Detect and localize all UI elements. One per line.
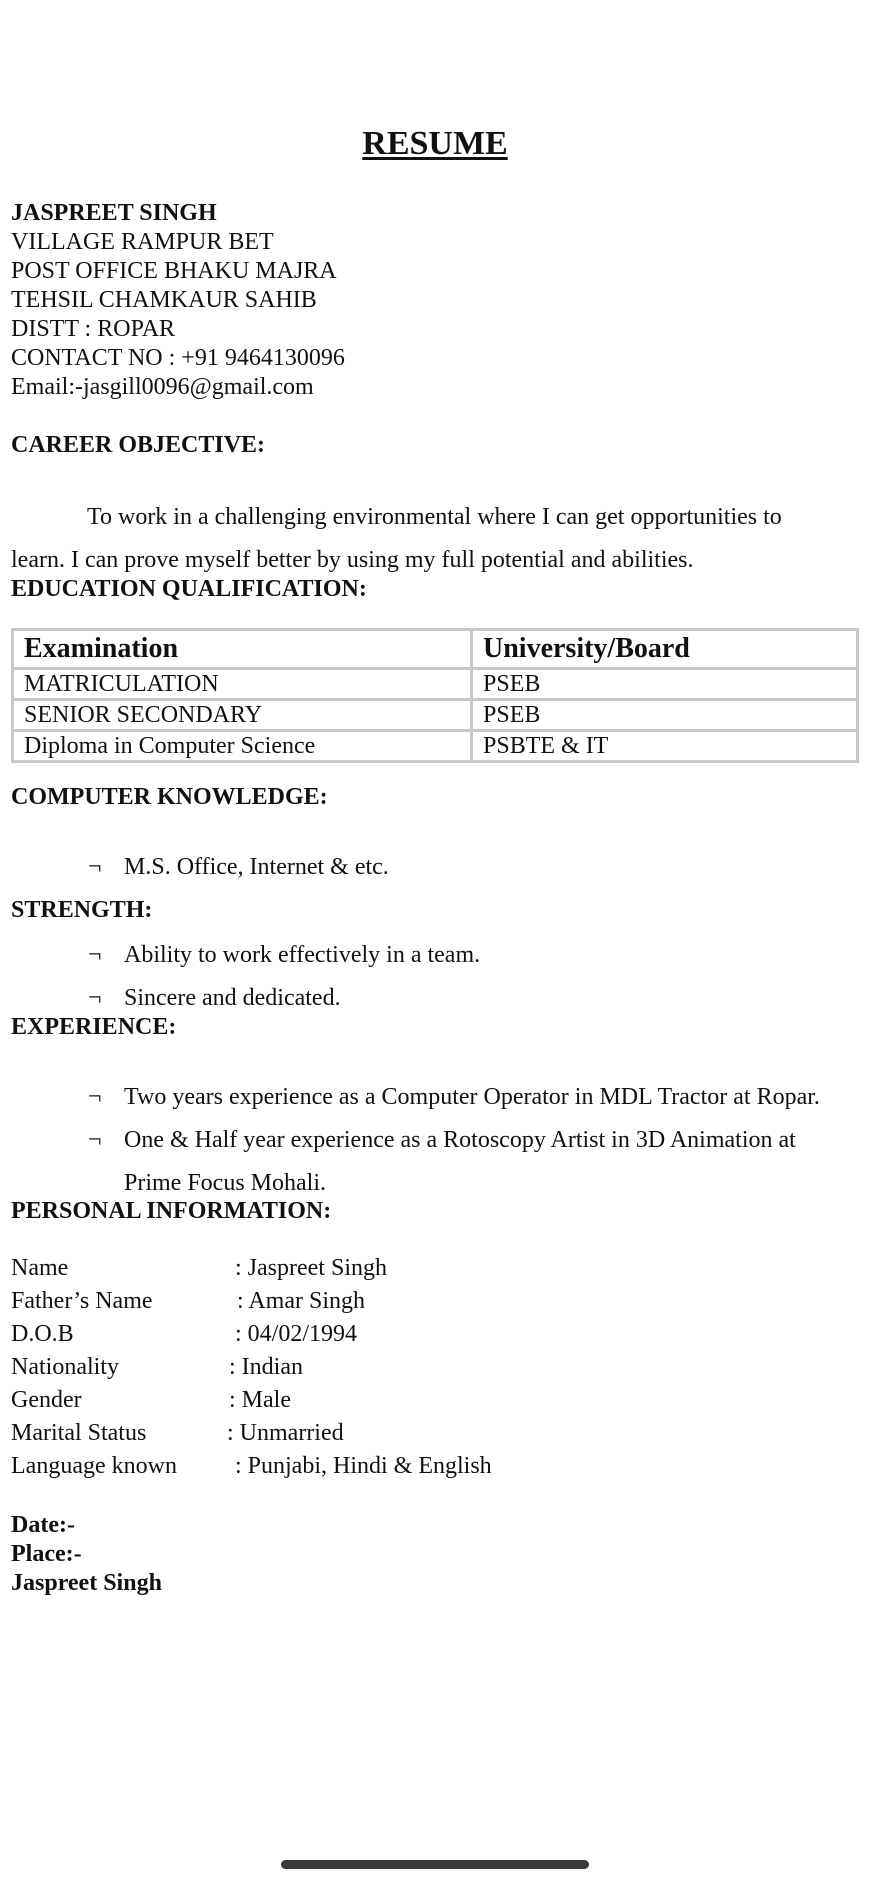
strength-heading: STRENGTH: bbox=[11, 897, 153, 923]
bullet-icon: ¬ bbox=[88, 985, 102, 1011]
personal-information-heading: PERSONAL INFORMATION: bbox=[11, 1198, 332, 1224]
column-header-university-board: University/Board bbox=[472, 630, 858, 669]
table-row bbox=[13, 700, 858, 731]
table-cell: SENIOR SECONDARY bbox=[13, 700, 472, 731]
personal-label: Gender bbox=[11, 1387, 82, 1413]
list-item bbox=[88, 1125, 796, 1155]
list-item bbox=[88, 852, 389, 882]
list-item bbox=[88, 983, 341, 1013]
column-header-examination: Examination bbox=[13, 630, 472, 669]
personal-label: Language known bbox=[11, 1453, 177, 1479]
bullet-icon: ¬ bbox=[88, 1084, 102, 1110]
personal-value: : Amar Singh bbox=[237, 1288, 366, 1314]
personal-value: : Punjabi, Hindi & English bbox=[235, 1453, 492, 1479]
personal-row-language bbox=[11, 1451, 492, 1481]
table-cell: PSBTE & IT bbox=[472, 731, 858, 762]
personal-row-name bbox=[11, 1253, 387, 1283]
date-label: Date:- bbox=[11, 1512, 75, 1538]
address-line-village: VILLAGE RAMPUR BET bbox=[11, 229, 274, 255]
career-objective-line-2: learn. I can prove myself better by using my full potential and abilities. bbox=[11, 547, 694, 573]
experience-heading: EXPERIENCE: bbox=[11, 1014, 177, 1040]
personal-value: : Male bbox=[229, 1387, 291, 1413]
education-heading: EDUCATION QUALIFICATION: bbox=[11, 576, 367, 602]
table-cell: PSEB bbox=[472, 700, 858, 731]
list-item-text: M.S. Office, Internet & etc. bbox=[124, 854, 389, 880]
personal-label: Name bbox=[11, 1255, 69, 1281]
personal-row-father-name bbox=[11, 1286, 365, 1316]
contact-number: CONTACT NO : +91 9464130096 bbox=[11, 345, 345, 371]
personal-value: : Jaspreet Singh bbox=[235, 1255, 387, 1281]
personal-row-dob bbox=[11, 1319, 357, 1349]
personal-label: Nationality bbox=[11, 1354, 119, 1380]
career-objective-heading: CAREER OBJECTIVE: bbox=[11, 432, 266, 458]
home-indicator[interactable] bbox=[281, 1860, 589, 1869]
personal-row-gender bbox=[11, 1385, 291, 1415]
address-line-post-office: POST OFFICE BHAKU MAJRA bbox=[11, 258, 337, 284]
personal-label: Marital Status bbox=[11, 1420, 147, 1446]
career-objective-line-1: To work in a challenging environmental where I can get opportunities to bbox=[87, 504, 782, 530]
personal-label: Father’s Name bbox=[11, 1288, 153, 1314]
table-row bbox=[13, 669, 858, 700]
computer-knowledge-heading: COMPUTER KNOWLEDGE: bbox=[11, 784, 328, 810]
bullet-icon: ¬ bbox=[88, 942, 102, 968]
personal-value: : Unmarried bbox=[227, 1420, 344, 1446]
candidate-name: JASPREET SINGH bbox=[11, 200, 217, 226]
bullet-icon: ¬ bbox=[88, 854, 102, 880]
bullet-icon: ¬ bbox=[88, 1127, 102, 1153]
list-item-continuation: Prime Focus Mohali. bbox=[124, 1170, 326, 1196]
table-cell: Diploma in Computer Science bbox=[13, 731, 472, 762]
place-label: Place:- bbox=[11, 1541, 82, 1567]
address-line-district: DISTT : ROPAR bbox=[11, 316, 176, 342]
table-cell: MATRICULATION bbox=[13, 669, 472, 700]
personal-row-nationality bbox=[11, 1352, 303, 1382]
list-item-text: One & Half year experience as a Rotoscopy Artist in 3D Animation at bbox=[124, 1127, 796, 1153]
page-title: RESUME bbox=[362, 125, 508, 162]
signature-name: Jaspreet Singh bbox=[11, 1570, 162, 1596]
list-item-text: Two years experience as a Computer Operator in MDL Tractor at Ropar. bbox=[124, 1084, 820, 1110]
personal-row-marital-status bbox=[11, 1418, 344, 1448]
list-item bbox=[88, 1082, 820, 1112]
education-table bbox=[11, 628, 859, 763]
personal-value: : Indian bbox=[229, 1354, 303, 1380]
table-row bbox=[13, 731, 858, 762]
table-header-row bbox=[13, 630, 858, 669]
table-cell: PSEB bbox=[472, 669, 858, 700]
list-item-text: Ability to work effectively in a team. bbox=[124, 942, 481, 968]
address-line-tehsil: TEHSIL CHAMKAUR SAHIB bbox=[11, 287, 317, 313]
email-address: Email:-jasgill0096@gmail.com bbox=[11, 374, 314, 400]
list-item-text: Sincere and dedicated. bbox=[124, 985, 341, 1011]
personal-value: : 04/02/1994 bbox=[235, 1321, 358, 1347]
personal-label: D.O.B bbox=[11, 1321, 74, 1347]
list-item bbox=[88, 940, 480, 970]
